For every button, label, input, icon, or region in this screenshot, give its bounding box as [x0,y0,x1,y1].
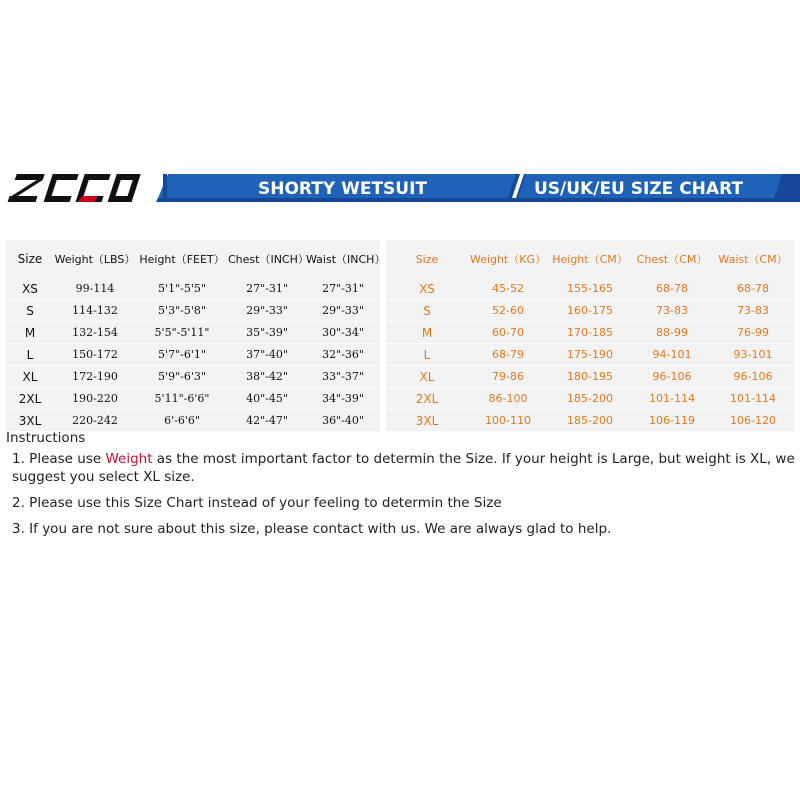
size-cell: XL [6,366,54,388]
size-cell: 3XL [386,410,468,432]
table-cell: 68-78 [712,278,794,300]
table-row [6,278,380,300]
table-cell: 99-114 [54,278,136,300]
table-row [6,300,380,322]
table-cell: 5'5"-5'11" [136,322,228,344]
table-cell: 155-165 [548,278,632,300]
table-cell: 150-172 [54,344,136,366]
table-cell: 34"-39" [306,388,380,410]
table-cell: 185-200 [548,388,632,410]
table-cell: 170-185 [548,322,632,344]
table-cell: 76-99 [712,322,794,344]
us-size-table [6,240,386,432]
table-cell: 32"-36" [306,344,380,366]
instruction-1-suffix: as the most important factor to determin the Size. If your height is Large, but weight is XL, we suggest you select XL size. [12,451,795,485]
table-cell: 190-220 [54,388,136,410]
table-row [6,410,380,432]
table-cell: 35"-39" [228,322,306,344]
table-cell: 175-190 [548,344,632,366]
table-cell: 29"-33" [306,300,380,322]
table-cell: 96-106 [712,366,794,388]
table-row [6,322,380,344]
table-row [6,344,380,366]
instruction-item-1 [12,450,796,486]
table-cell: 33"-37" [306,366,380,388]
size-cell: 3XL [6,410,54,432]
table-cell: 36"-40" [306,410,380,432]
instructions-heading: Instructions [6,430,86,446]
table-row [386,410,794,432]
table-cell: 101-114 [632,388,712,410]
table-cell: 94-101 [632,344,712,366]
size-cell: XL [386,366,468,388]
size-cell: M [6,322,54,344]
column-header: Size [17,252,43,266]
table-cell: 101-114 [712,388,794,410]
table-row [386,300,794,322]
table-header-row [386,240,794,278]
table-cell: 100-110 [468,410,548,432]
table-cell: 60-70 [468,322,548,344]
column-header: Height（CM） [552,253,628,266]
table-header-row [6,240,380,278]
table-cell: 5'11"-6'6" [136,388,228,410]
size-cell: L [386,344,468,366]
table-cell: 45-52 [468,278,548,300]
table-cell: 29"-33" [228,300,306,322]
table-cell: 68-79 [468,344,548,366]
table-cell: 172-190 [54,366,136,388]
table-cell: 73-83 [632,300,712,322]
table-cell: 37"-40" [228,344,306,366]
table-cell: 42"-47" [228,410,306,432]
table-row [6,388,380,410]
table-cell: 185-200 [548,410,632,432]
zcco-logo [6,170,146,206]
instruction-1-highlight: Weight [105,451,153,467]
column-header: Chest（INCH） [228,253,309,266]
instructions-section [6,430,796,546]
table-row [386,366,794,388]
size-cell: 2XL [386,388,468,410]
banner-title-shorty-wetsuit: SHORTY WETSUIT [258,179,428,199]
table-cell: 106-120 [712,410,794,432]
table-cell: 6'-6'6" [136,410,228,432]
eu-size-table [386,240,794,432]
table-cell: 5'7"-6'1" [136,344,228,366]
table-cell: 114-132 [54,300,136,322]
size-cell: S [6,300,54,322]
table-cell: 93-101 [712,344,794,366]
table-cell: 132-154 [54,322,136,344]
size-cell: S [386,300,468,322]
table-cell: 5'9"-6'3" [136,366,228,388]
instruction-1-prefix: 1. Please use [12,451,106,467]
table-cell: 180-195 [548,366,632,388]
us-table-body [6,240,386,432]
table-cell: 5'3"-5'8" [136,300,228,322]
table-row [386,322,794,344]
table-row [6,366,380,388]
table-cell: 86-100 [468,388,548,410]
instruction-item-3: 3. If you are not sure about this size, please contact with us. We are always glad to help. [12,521,612,537]
column-header: Waist（CM） [718,253,788,266]
column-header: Weight（KG） [469,253,547,266]
table-cell: 220-242 [54,410,136,432]
size-cell: XS [6,278,54,300]
table-cell: 106-119 [632,410,712,432]
size-cell: 2XL [6,388,54,410]
table-cell: 88-99 [632,322,712,344]
table-cell: 52-60 [468,300,548,322]
eu-table-body [386,240,794,432]
table-cell: 5'1"-5'5" [136,278,228,300]
table-cell: 79-86 [468,366,548,388]
size-cell: XS [386,278,468,300]
table-row [386,344,794,366]
table-cell: 96-106 [632,366,712,388]
size-cell: M [386,322,468,344]
table-row [386,278,794,300]
table-row [386,388,794,410]
column-header: Height（FEET） [139,253,225,266]
table-cell: 38"-42" [228,366,306,388]
table-cell: 27"-31" [306,278,380,300]
column-header: Chest（CM） [636,253,708,266]
column-header: Weight（LBS） [54,253,136,266]
column-header: Waist（INCH） [306,253,386,266]
table-cell: 40"-45" [228,388,306,410]
banner-title-size-chart: US/UK/EU SIZE CHART [534,179,743,199]
size-cell: L [6,344,54,366]
instruction-item-2: 2. Please use this Size Chart instead of your feeling to determin the Size [12,495,502,511]
table-cell: 27"-31" [228,278,306,300]
table-cell: 30"-34" [306,322,380,344]
column-header: Size [415,252,439,266]
table-cell: 68-78 [632,278,712,300]
table-cell: 160-175 [548,300,632,322]
table-cell: 73-83 [712,300,794,322]
